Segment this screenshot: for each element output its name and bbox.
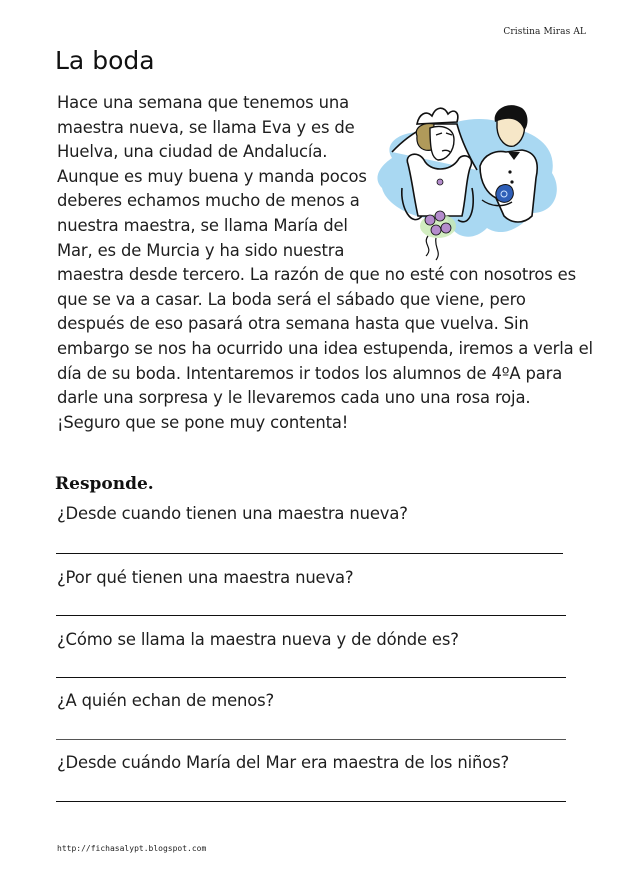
answer-line-1[interactable] — [56, 553, 563, 554]
story-line: maestra desde tercero. La razón de que no esté con nosotros es — [57, 265, 576, 285]
story-line: Hace una semana que tenemos una — [57, 93, 349, 112]
wedding-couple-icon — [362, 88, 580, 264]
story-line: día de su boda. Intentaremos ir todos los alumnos de 4ºA para — [57, 363, 563, 383]
question-text: ¿A quién echan de menos? — [57, 691, 275, 710]
story-line: Mar, es de Murcia y ha sido nuestra — [57, 240, 345, 260]
story-line: embargo se nos ha ocurrido una idea estupenda, iremos a verla el — [57, 339, 593, 358]
question-text: ¿Desde cuando tienen una maestra nueva? — [57, 504, 408, 523]
question-text: ¿Desde cuándo María del Mar era maestra de los niños? — [57, 753, 510, 772]
story-line: nuestra maestra, se llama María del — [57, 216, 348, 235]
answer-line-5[interactable] — [56, 801, 566, 802]
story-line: que se va a casar. La boda será el sábado que viene, pero — [57, 289, 526, 309]
page-title: La boda — [55, 46, 155, 75]
story-line: después de eso pasará otra semana hasta que vuelva. Sin — [57, 314, 529, 334]
story-line: Aunque es muy buena y manda pocos — [57, 166, 367, 186]
story-line: deberes echamos mucho de menos a — [57, 191, 360, 211]
answer-line-4[interactable] — [56, 739, 566, 740]
answer-line-3[interactable] — [56, 677, 566, 678]
footer-url[interactable]: http://fichasalypt.blogspot.com — [57, 844, 207, 853]
question-text: ¿Cómo se llama la maestra nueva y de dónde es? — [57, 630, 459, 649]
story-line: ¡Seguro que se pone muy contenta! — [57, 412, 349, 432]
respond-heading: Responde. — [55, 474, 154, 494]
question-text: ¿Por qué tienen una maestra nueva? — [57, 568, 354, 587]
story-line: Huelva, una ciudad de Andalucía. — [57, 142, 328, 162]
story-line: darle una sorpresa y le llevaremos cada uno una rosa roja. — [57, 388, 531, 408]
story-line: maestra nueva, se llama Eva y es de — [57, 117, 355, 137]
wedding-couple-illustration — [362, 88, 580, 264]
author-credit: Cristina Miras AL — [503, 27, 586, 37]
answer-line-2[interactable] — [56, 615, 566, 616]
